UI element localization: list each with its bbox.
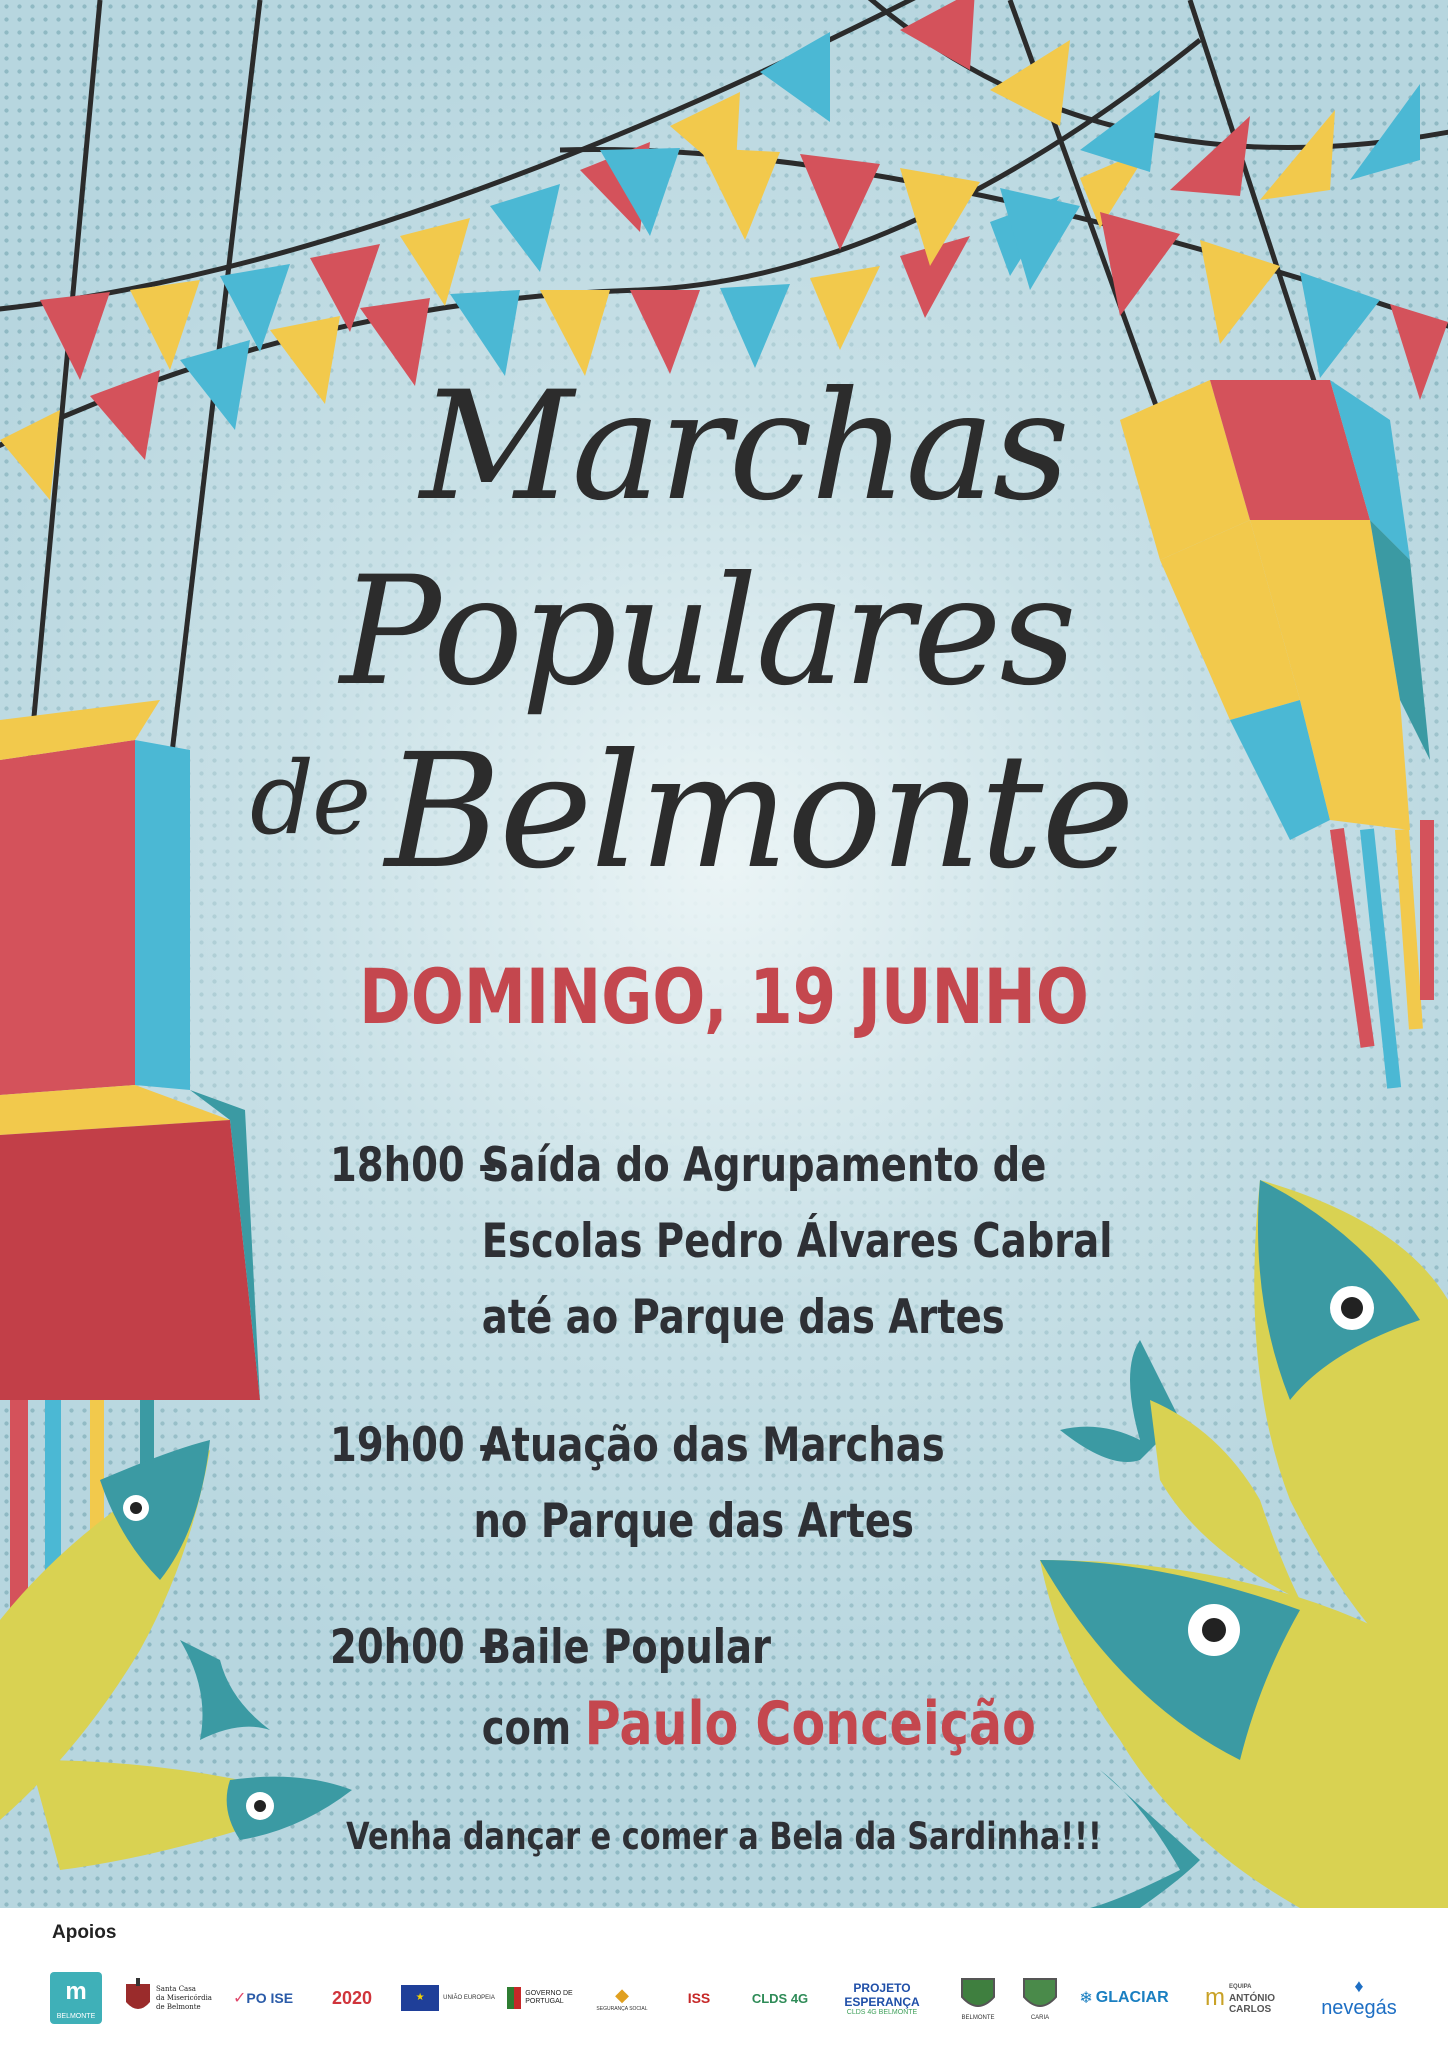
iss-logo: ISS — [687, 1990, 711, 2006]
poise-check-icon: ✓ — [232, 1990, 247, 2007]
belmonte-logo — [48, 1964, 104, 2032]
misericordia-crest-icon — [124, 1978, 152, 2018]
flame-icon: ♦ — [1354, 1976, 1364, 1996]
seguranca-social-logo: ◆ SEGURANÇA SOCIAL — [596, 1984, 648, 2012]
seguranca-social-icon: ◆ — [615, 1984, 629, 2005]
antonio-carlos-m-icon: m — [1204, 1984, 1225, 2011]
event-description-line: Atuação das Marchas — [481, 1418, 945, 1473]
glaciar-logo: ❄ GLACIAR — [1079, 1989, 1169, 2007]
projeto-esperanca-logo: PROJETO ESPERANÇA CLDS 4G BELMONTE — [844, 1980, 920, 2016]
event-description-line: Baile Popular — [481, 1620, 772, 1675]
event-time: 19h00 – — [330, 1418, 498, 1473]
event-description-line: Saída do Agrupamento de — [481, 1138, 1047, 1193]
belmonte-crest-icon — [960, 1975, 996, 2015]
portugal2020-logo: 2020 — [331, 1987, 373, 2008]
event-time: 18h00 – — [330, 1138, 498, 1193]
belmonte-crest-logo: BELMONTE — [952, 1964, 1004, 2032]
event-description-line: Escolas Pedro Álvares Cabral — [481, 1214, 1113, 1269]
sponsor-footer — [0, 1908, 1448, 2048]
title-line-2: Populares — [340, 545, 1075, 719]
belmonte-m-icon: m BELMONTE — [50, 1972, 102, 2024]
event-time: 20h00 – — [330, 1620, 498, 1675]
portugal-flag-icon — [507, 1987, 521, 2009]
sponsors-label: Apoios — [52, 1922, 117, 1943]
poise-logo: ✓ PO ISE — [232, 1990, 294, 2007]
clds-logo: CLDS 4G — [751, 1990, 809, 2006]
eu-logo: ★ UNIÃO EUROPEIA — [396, 1964, 500, 2032]
event-description-line — [482, 1686, 1036, 1767]
tagline: Venha dançar e comer a Bela da Sardinha!!! — [346, 1815, 1102, 1858]
caria-crest-icon — [1022, 1975, 1058, 2015]
title-line-3-small: de — [250, 740, 370, 857]
title-line-1: Marchas — [420, 360, 1068, 534]
title-line-3-large: Belmonte — [385, 720, 1133, 904]
misericordia-logo: Santa Casa da Misericórdia de Belmonte — [124, 1964, 220, 2032]
antonio-carlos-logo: m EQUIPA ANTÓNIO CARLOS — [1204, 1983, 1276, 2015]
snowflake-icon: ❄ — [1079, 1990, 1093, 2007]
event-description-line: até ao Parque das Artes — [481, 1290, 1005, 1345]
eu-flag-icon: ★ — [401, 1985, 439, 2011]
performer-name: Paulo Conceição — [584, 1689, 1036, 1759]
event-description-line: no Parque das Artes — [473, 1494, 914, 1549]
nevegas-logo: ♦ nevegás — [1321, 1976, 1397, 2019]
caria-crest-logo: CARIA — [1014, 1964, 1066, 2032]
governo-logo: GOVERNO DE PORTUGAL — [500, 1964, 580, 2032]
event-description-prefix: com — [481, 1701, 572, 1756]
event-date: DOMINGO, 19 JUNHO — [359, 952, 1089, 1041]
